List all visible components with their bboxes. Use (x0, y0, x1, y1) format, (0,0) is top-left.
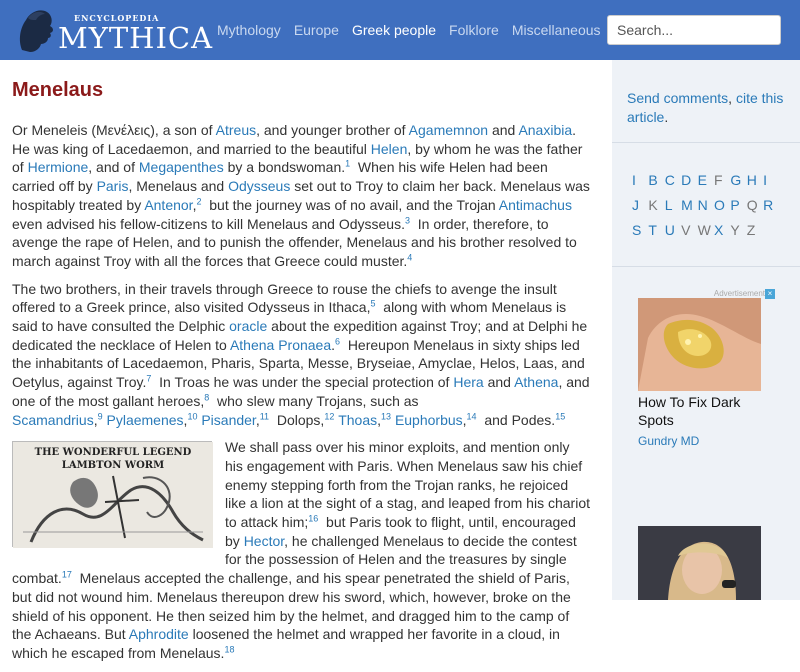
link-paris[interactable]: Paris (96, 178, 129, 195)
link-hermione[interactable]: Hermione (27, 159, 89, 176)
link-pisander[interactable]: Pisander (201, 411, 256, 428)
link-athena-pronaea[interactable]: Athena Pronaea (229, 336, 332, 353)
cite-article-link[interactable]: cite this article (627, 90, 784, 125)
link-anaxibia[interactable]: Anaxibia (518, 122, 573, 138)
alpha-letter[interactable]: X (713, 222, 724, 238)
footnote-ref[interactable]: 14 (466, 410, 477, 421)
site-header (0, 0, 800, 60)
ad-title[interactable]: How To Fix Dark Spots (638, 394, 741, 428)
alpha-letter[interactable]: D (681, 172, 692, 188)
footnote-ref[interactable]: 13 (381, 410, 392, 421)
footnote-ref[interactable]: 6 (335, 336, 341, 347)
nav-greek-people[interactable]: Greek people (351, 22, 437, 38)
alpha-letter: Y (730, 222, 740, 238)
nav-miscellaneous[interactable]: Miscellaneous (511, 22, 601, 38)
nav-folklore[interactable]: Folklore (449, 22, 499, 38)
link-pylaemenes[interactable]: Pylaemenes (106, 411, 184, 428)
ad-portrait-picture (638, 526, 761, 600)
alpha-letter: W (697, 222, 711, 238)
footnote-ref[interactable]: 18 (224, 644, 235, 655)
alpha-letter: K (648, 197, 658, 213)
alpha-letter[interactable]: J (632, 197, 639, 213)
sidebar-divider (612, 142, 800, 143)
sidebar (612, 60, 800, 600)
ad-label: Advertisement (713, 289, 765, 298)
ad-image[interactable] (638, 298, 761, 391)
alpha-letter: V (681, 222, 691, 238)
alpha-letter[interactable]: T (648, 222, 657, 238)
link-thoas[interactable]: Thoas (338, 411, 378, 428)
link-hector[interactable]: Hector (243, 532, 285, 549)
alpha-letter[interactable]: C (664, 172, 675, 188)
link-agamemnon[interactable]: Agamemnon (408, 122, 489, 138)
article (12, 78, 590, 672)
alpha-letter[interactable]: L (664, 197, 673, 213)
alpha-letter[interactable]: M (681, 197, 693, 213)
advertisement-image[interactable] (638, 526, 761, 600)
alpha-letter[interactable]: I (632, 172, 636, 188)
alpha-letter[interactable]: R (763, 197, 774, 213)
alphabet-row (632, 172, 782, 197)
footnote-ref[interactable]: 10 (187, 410, 198, 421)
alpha-letter[interactable]: S (632, 222, 642, 238)
footnote-ref[interactable]: 11 (259, 410, 270, 421)
comments-separator: , (728, 90, 736, 106)
alpha-letter: F (713, 172, 723, 188)
link-helen[interactable]: Helen (370, 140, 408, 157)
link-atreus[interactable]: Atreus (215, 122, 257, 138)
link-antenor[interactable]: Antenor (144, 196, 193, 213)
logo-tagline: ENCYCLOPEDIA (74, 13, 160, 23)
send-comments-link[interactable]: Send comments (627, 90, 729, 106)
footnote-ref[interactable]: 3 (404, 214, 410, 225)
link-odysseus[interactable]: Odysseus (228, 178, 291, 195)
alphabet-row (632, 222, 782, 247)
alpha-letter[interactable]: N (697, 197, 708, 213)
alphabet-index (632, 172, 782, 247)
site-logo[interactable] (14, 6, 214, 55)
article-paragraph: We shall pass over his minor exploits, and mention only his engagement with Paris. When Menelaus saw his chief enemy stepping forth from the Trojan ranks, he rejoiced like a lion at the sight of a stag, and leaped from his chariot to attack him;$^{16}$ but Paris took to flight, until, encouraged by Hector, he challenged Menelaus to decide the contest for the possession of Helen and the treasures by single combat.$^{17}$ Menelaus accepted the challenge, and his spear penetrated the shield of Paris, but did not wound him. Menelaus thereupon drew his sword, which, however, broke on the shield of his opponent. He then seized him by the helmet, and dragged him to the camp of the Achaeans. But Aphrodite loosened the helmet and wrapped her favorite in a cloud, in which he escaped from Menelaus.$^{18}$ (12, 439, 590, 661)
ad-close-icon[interactable]: × (765, 289, 775, 299)
nav-europe[interactable]: Europe (293, 22, 339, 38)
link-oracle[interactable]: oracle (229, 318, 268, 335)
link-scamandrius[interactable]: Scamandrius (12, 411, 94, 428)
main-nav (217, 22, 614, 38)
alpha-letter[interactable]: O (713, 197, 725, 213)
page-title: Menelaus (12, 79, 104, 101)
footnote-ref[interactable]: 4 (407, 252, 413, 263)
comments-box (627, 89, 787, 126)
footnote-ref[interactable]: 1 (345, 158, 351, 169)
alpha-letter: Z (746, 222, 756, 238)
alpha-letter[interactable]: U (664, 222, 675, 238)
ad-source[interactable]: Gundry MD (638, 434, 700, 448)
alpha-letter[interactable]: I (763, 172, 768, 188)
link-athena[interactable]: Athena (514, 374, 559, 391)
footnote-ref[interactable]: 12 (324, 410, 335, 421)
link-hera[interactable]: Hera (453, 374, 484, 391)
footnote-ref[interactable]: 2 (196, 196, 202, 207)
search-input[interactable] (607, 15, 781, 45)
footnote-ref[interactable]: 5 (370, 298, 376, 309)
article-paragraph: The two brothers, in their travels through Greece to rouse the chiefs to avenge the insult offered to a Greek prince, also visited Odysseus in Ithaca,$^5$ along with whom Menelaus is said to have consulted the Delphic oracle about the expedition against Troy; and at Delphi he dedicated the necklace of Helen to Athena Pronaea.$^6$ Hereupon Menelaus in sixty ships led the inhabitants of Lacedaemon, Pharis, Sparta, Messe, Bryseiae, Amyclae, Helos, Laas, and Oetylus, against Troy.$^7$ In Troas he was under the special protection of Hera and Athena, and one of the most gallant heroes,$^8$ who slew many Trojans, such as Scamandrius,$^9$ Pylaemenes,$^{10}$ Pisander,$^{11}$ Dolops,$^{12}$ Thoas,$^{13}$ Euphorbus,$^{14}$ and Podes.$^{15}$ (12, 280, 590, 428)
illustration-caption-line1: THE WONDERFUL LEGEND (34, 447, 192, 459)
sidebar-divider (612, 266, 800, 267)
footnote-ref[interactable]: 7 (146, 373, 152, 384)
ad-hand-picture (638, 298, 761, 391)
alphabet-row (632, 197, 782, 222)
nav-mythology[interactable]: Mythology (217, 22, 281, 38)
alpha-letter[interactable]: G (730, 172, 742, 188)
footnote-ref[interactable]: 16 (308, 513, 319, 524)
logo-wordmark: MYTHICA (58, 21, 214, 55)
illustration-image (13, 442, 213, 548)
alpha-letter: Q (746, 197, 758, 213)
footnote-ref[interactable]: 17 (61, 569, 72, 580)
link-aphrodite[interactable]: Aphrodite (128, 626, 189, 643)
logo-head-icon (14, 6, 58, 54)
footnote-ref[interactable]: 8 (204, 392, 210, 403)
lambton-worm-illustration[interactable] (12, 441, 212, 547)
alpha-letter[interactable]: P (730, 197, 740, 213)
alpha-letter[interactable]: E (697, 172, 707, 188)
footnote-ref[interactable]: 9 (97, 410, 103, 421)
link-euphorbus[interactable]: Euphorbus (394, 411, 463, 428)
alpha-letter[interactable]: B (648, 172, 658, 188)
footnote-ref[interactable]: 15 (555, 410, 566, 421)
illustration-caption-line2: LAMBTON WORM (61, 460, 165, 472)
link-antimachus[interactable]: Antimachus (498, 196, 572, 213)
alpha-letter[interactable]: H (746, 172, 757, 188)
link-megapenthes[interactable]: Megapenthes (138, 159, 224, 176)
comments-end: . (664, 108, 669, 125)
article-paragraph: Or Meneleis (Μενέλεις), a son of Atreus, and younger brother of Agamemnon and Anaxibia. He was king of Lacedaemon, and married to the beautiful Helen, by whom he was the father of Hermione, and of Megapenthes by a bondswoman.$^1$ When his wife Helen had been carried off by Paris, Menelaus and Odysseus set out to Troy to claim her back. Menelaus was hospitably treated by Antenor,$^2$ but the journey was of no avail, and the Trojan Antimachus even advised his fellow-citizens to kill Menelaus and Odysseus.$^3$ In order, therefore, to avenge the rape of Helen, and to punish the offender, Menelaus and his brother resolved to march against Troy with all the forces that Greece could muster.$^4$ (12, 122, 590, 269)
